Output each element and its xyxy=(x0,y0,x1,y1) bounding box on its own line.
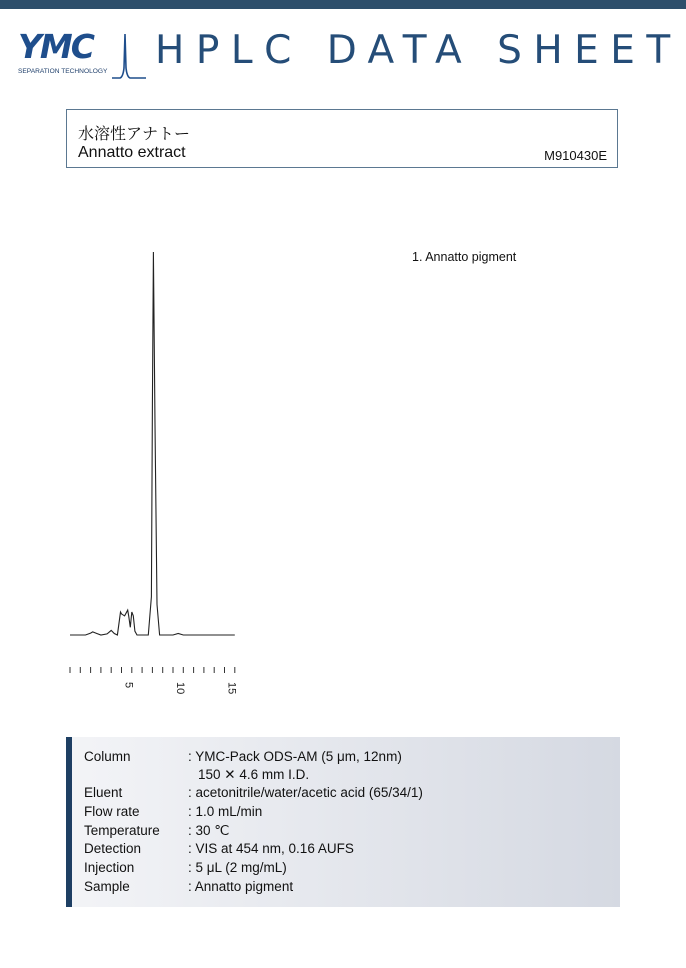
logo-tagline: SEPARATION TECHNOLOGY xyxy=(18,68,108,75)
chromatogram-trace xyxy=(70,252,235,635)
axis-tick-label: 10 xyxy=(174,682,186,695)
compound-name-jp: 水溶性アナトー xyxy=(78,126,191,143)
condition-value: : 30 ℃ xyxy=(188,823,230,838)
condition-value: : acetonitrile/water/acetic acid (65/34/1) xyxy=(188,785,423,800)
chromatogram-time-axis xyxy=(70,667,238,694)
condition-value: : 1.0 mL/min xyxy=(188,804,263,819)
peak-label-1: 1. Annatto pigment xyxy=(412,250,517,264)
top-accent-bar xyxy=(0,0,686,9)
condition-value: 150 ✕ 4.6 mm I.D. xyxy=(198,767,310,782)
sheet-title: HPLC DATA SHEET xyxy=(155,28,682,73)
condition-label: Injection xyxy=(84,860,135,875)
condition-label: Flow rate xyxy=(84,804,140,819)
condition-value: : VIS at 454 nm, 0.16 AUFS xyxy=(188,841,354,856)
condition-value: : Annatto pigment xyxy=(188,879,294,894)
logo-wordmark: YMC xyxy=(18,27,93,66)
axis-tick-label: 15 xyxy=(225,682,238,695)
condition-value: : YMC-Pack ODS-AM (5 μm, 12nm) xyxy=(188,749,402,764)
ymc-logo xyxy=(18,28,132,82)
condition-label: Eluent xyxy=(84,785,123,800)
condition-label: Temperature xyxy=(84,823,160,838)
chromatogram-line xyxy=(70,252,235,635)
condition-label: Detection xyxy=(84,841,142,856)
condition-label: Column xyxy=(84,749,131,764)
compound-name-en: Annatto extract xyxy=(78,144,186,161)
axis-tick-label: 5 xyxy=(122,682,135,689)
sheet-code: M910430E xyxy=(544,148,607,163)
condition-label: Sample xyxy=(84,879,130,894)
conditions-panel-accent xyxy=(66,737,72,907)
compound-title-box xyxy=(66,109,618,168)
condition-value: : 5 μL (2 mg/mL) xyxy=(188,860,287,875)
logo-peak-icon xyxy=(112,28,146,80)
conditions-panel xyxy=(66,737,620,907)
chromatogram xyxy=(60,240,250,700)
